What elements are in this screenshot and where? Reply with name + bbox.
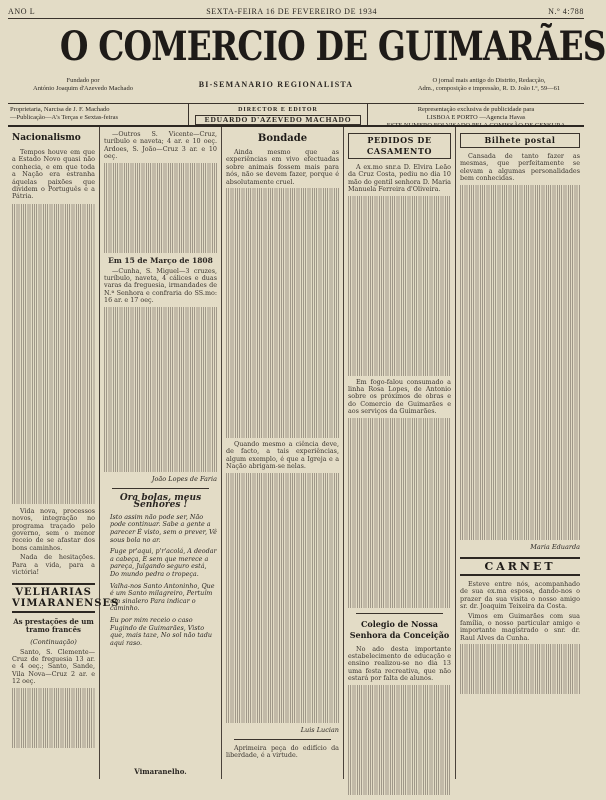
column-3-divider [234, 739, 331, 740]
info-row [8, 103, 584, 127]
column-4 [344, 127, 456, 779]
section-velharias-body [12, 688, 95, 748]
repr-line-3: ESTE NUMERO FOI VISADO PELA COMISSÃO DE CENSURA [386, 122, 566, 129]
signature-luis-lucian: Luis Lucian [300, 725, 339, 734]
section-colegio-body [348, 685, 451, 795]
poem-stanza-1: Isto assim não pode ser, Não pode continuar. Sabe a gente a parecer É visto, sem o prever, Vê sous bola no ar. [110, 512, 217, 544]
column-4-divider [356, 613, 443, 614]
section-colegio-text: No ado desta importante estabelecimento de educação e ensino realizou-se no dia 13 uma festa recreativa, que não estará por falta de alunos. [348, 644, 451, 683]
column-3 [222, 127, 344, 779]
owner-block [8, 104, 188, 125]
poem-body [104, 514, 217, 648]
article-bondade-intro: Ainda mesmo que as experiências em vivo efectuadas sobre animais fossem mais para nós, não se devem fazer, porque é absolutamente cruel. [226, 148, 339, 186]
column-1 [8, 127, 120, 779]
editor-block [188, 104, 368, 125]
founder-name: António Joaquim d'Azevedo Machado [33, 85, 133, 92]
article-pedidos-text: Em fogo-falou consumado a linha Rosa Lopes, de Antonio sobre os próximos de obras e do Comercio de Guimarães e aos serviços da Guimarães. [348, 377, 451, 416]
article-bondade-body-2 [226, 473, 339, 723]
top-meta-line [8, 4, 584, 18]
article-title-nacionalismo: Nacionalismo [12, 133, 81, 143]
article-nacionalismo-intro: Tempos houve em que a Estado Novo quasi não conhecia, e em que toda a Nação era estranha áquelas paixões que dividem o Português e a Pátria. [12, 148, 95, 201]
article-bondade-bottom: Aprimeira peça do edifício da liberdade, é a virtude. [226, 744, 339, 760]
signature-maria-eduarda: Maria Eduarda [530, 542, 580, 551]
article-bilhete-body [460, 185, 580, 540]
founded-label: Fundado por [66, 77, 100, 84]
right-info-line-2: Adm., composição e impressão, R. D. João I.º, 59—61 [417, 85, 561, 92]
director-label: DIRECTOR E EDITOR [238, 107, 318, 113]
section-carnet-text: Esteve entre nós, acompanhado de sua ex.ma esposa, dando-nos o prazer da sua visita o nosso amigo sr. dr. Joaquim Teixeira da Costa. Vimos em Guimarães com sua família, o nosso particular amigo e importante magistrado o snr. dr. Raul Alves da Cunha. [460, 580, 580, 642]
representation-block [368, 104, 584, 129]
section-velharias-title: VELHARIAS VIMARANENSES [12, 583, 95, 613]
founder-block [8, 77, 158, 93]
article-bondade-text: Quando mesmo a ciência deve, de facto, a tais experiências, algum exemplo, é que a Igreja e a Nação abrigam-se nelas. [226, 440, 339, 471]
issue-number: N.º 4:788 [548, 6, 584, 16]
column-5 [456, 127, 584, 779]
column-2-divider [112, 488, 209, 489]
column-2-mid-body [104, 307, 217, 472]
heading-15-marco: Em 15 de Março de 1808 [108, 255, 213, 265]
signature-joao-lopes: João Lopes de Faria [151, 474, 217, 483]
article-pedidos-intro: A ex.mo snr.a D. Elvira Leão da Cruz Costa, pediu no dia 10 mão do gentil senhora D. Maria Manuela Ferreira d'Oliveira. [348, 163, 451, 194]
poem-stanza-2: Fuge pr'aqui, p'r'acolá, A deodar a cabeça, E sem que merece a pareça, Julgando seguro está, Do mundo pedra o tropeça. [110, 547, 217, 579]
section-carnet-body [460, 644, 580, 694]
article-title-pedidos: PEDIDOS DE CASAMENTO [348, 133, 451, 159]
section-velharias-cont: (Continuação) [30, 637, 77, 646]
tagline: BI-SEMANARIO REGIONALISTA [198, 80, 354, 89]
article-nacionalismo-tail: Vida nova, processos novos, integração no programa traçado pelo governo, sem o menor receio de se afastar dos bons caminhos. Nada de hesitações. Para a vida, para a victória! [12, 506, 95, 577]
section-carnet-title: CARNET [460, 557, 580, 576]
article-title-bondade: Bondade [257, 133, 308, 144]
publication-line: —Publicação—A's Terças e Sextas-feiras [10, 114, 118, 121]
article-title-bilhete: Bilhete postal [460, 133, 580, 148]
masthead-title: O COMERCIO DE GUIMARÃES [59, 23, 606, 70]
poem-title: Ora bolas, meus Senhores ! [119, 493, 202, 511]
poem-stanza-4: Eu por mim receio o caso Fugindo de Guimarães, Visto que, mais taze, No sol não tadu aqui raso. [110, 616, 212, 647]
article-bondade-body-1 [226, 188, 339, 438]
owner-line: Proprietaria, Narcisa de J. F. Machado [10, 106, 110, 113]
year-label: ANO L [8, 6, 36, 16]
column-2-top-text: —Outros S. Vicente—Cruz, turíbulo e naveta; 4 ar. e 10 oeç. Ardoes, S. João—Cruz 3 ar. e 10 oeç. [104, 130, 217, 161]
article-pedidos-body-1 [348, 196, 451, 376]
poem-stanza-3: Valha-nos Santo Antoninho, Que é um Santo milagreiro, Pertuím um sinalero Para indicar o caminho. [110, 581, 215, 613]
repr-line-2: LISBOA E PORTO —Agencia Havas [426, 114, 526, 121]
right-info-block [394, 77, 584, 93]
section-velharias-text: Santo, S. Clemente—Cruz de freguesia 13 ar. e 4 oeç.; Santo, Sande, Vila Nova—Cruz 2 ar. e 12 oeç. [12, 647, 95, 686]
masthead-subrow [8, 75, 584, 103]
section-colegio-title: Colegio de Nossa Senhora da Conceição [349, 618, 450, 640]
article-columns [8, 127, 584, 779]
repr-line-1: Representação exclusiva de publicidade para [417, 106, 535, 113]
issue-date: SEXTA-FEIRA 16 DE FEVEREIRO DE 1934 [206, 6, 378, 16]
article-bilhete-intro: Cansada de tanto fazer as mesmas, que perfeitamente se elevam a algumas personalidades bem conhecidas. [460, 152, 580, 183]
section-velharias-sub: As prestações de um tramo francês [13, 616, 94, 634]
right-info-line-1: O jornal mais antigo do Distrito, Redacção, [432, 77, 546, 84]
article-pedidos-body-2 [348, 418, 451, 608]
poem-signature: Vimaranelho. [134, 766, 187, 776]
editor-name: EDUARDO D'AZEVEDO MACHADO [195, 115, 361, 125]
article-body-text [12, 204, 95, 504]
column-2 [100, 127, 222, 779]
column-2-mid-text: —Cunha, S. Miguel—3 cruzes, turíbulo, naveta, 4 cálices e duas varas da freguesia, irmandades de N.ª Senhora e confraria do SS.mo: 16 ar. e 17 oeç. [104, 266, 217, 305]
column-2-top-body [104, 163, 217, 253]
